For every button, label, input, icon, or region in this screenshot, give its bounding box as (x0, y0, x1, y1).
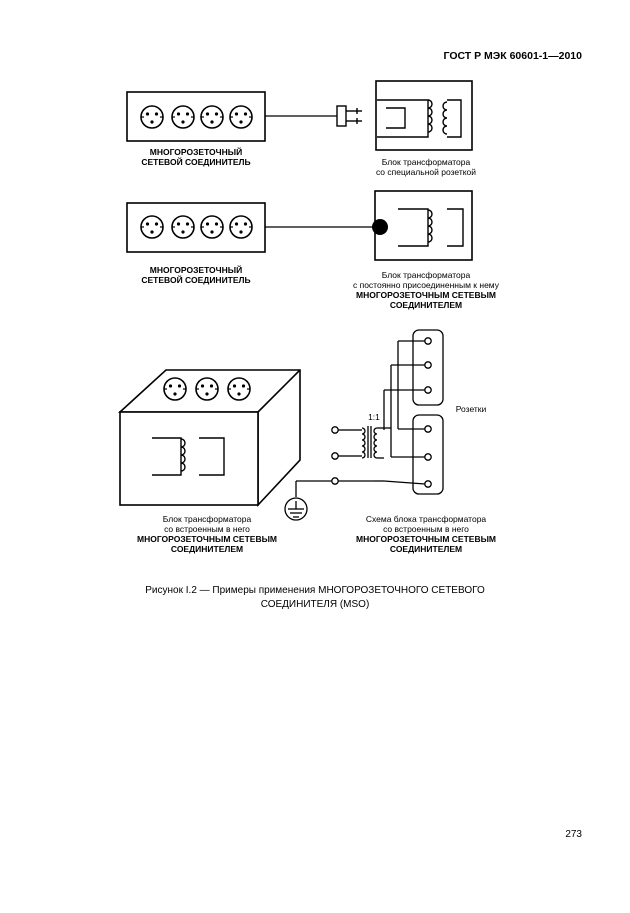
diagram1-plug (337, 106, 362, 126)
diagram2-transformer-block (375, 191, 472, 260)
diagram1-transformer-block (376, 81, 472, 150)
diagram2-power-strip (127, 203, 265, 252)
diagram1-transformer-label: Блок трансформатора со специальной розеткой (375, 157, 477, 177)
diagram1-outlet-3 (201, 106, 223, 128)
diagram1-outlet-4 (230, 106, 252, 128)
diagram2-strip-label: МНОГОРОЗЕТОЧНЫЙ СЕТЕВОЙ СОЕДИНИТЕЛЬ (141, 265, 251, 285)
diagram3-scheme-label: Схема блока трансформатора со встроенным в него МНОГОРОЗЕТОЧНЫМ СЕТЕВЫМ СОЕДИНИТЕЛЕМ (356, 514, 496, 554)
diagram2-transformer-label: Блок трансформатора с постоянно присоединенным к нему МНОГОРОЗЕТОЧНЫМ СЕТЕВЫМ СОЕДИНИТЕЛЕМ (352, 270, 499, 310)
standard-header: ГОСТ Р МЭК 60601-1—2010 (443, 50, 582, 62)
diagram1-outlet-1 (141, 106, 163, 128)
page-number: 273 (565, 829, 582, 840)
diagram1-strip-label: МНОГОРОЗЕТОЧНЫЙ СЕТЕВОЙ СОЕДИНИТЕЛЬ (141, 147, 251, 167)
diagram3-box-outlets (164, 378, 250, 400)
diagram1-special-socket (386, 108, 405, 128)
diagram1-power-strip (127, 92, 265, 141)
diagram3-box-label: Блок трансформатора со встроенным в него МНОГОРОЗЕТОЧНЫМ СЕТЕВЫМ СОЕДИНИТЕЛЕМ (137, 514, 277, 554)
figure-caption (100, 584, 530, 612)
transformer-ratio: 1:1 (368, 412, 380, 422)
diagram3-schematic (285, 330, 443, 520)
caption-line-2: СОЕДИНИТЕЛЯ (MSO) (260, 599, 370, 610)
diagram1-outlet-2 (172, 106, 194, 128)
caption-line-1: Рисунок I.2 — Примеры применения МНОГОРОЗЕТОЧНОГО СЕТЕВОГО (145, 585, 485, 596)
sockets-label: Розетки (455, 404, 487, 414)
